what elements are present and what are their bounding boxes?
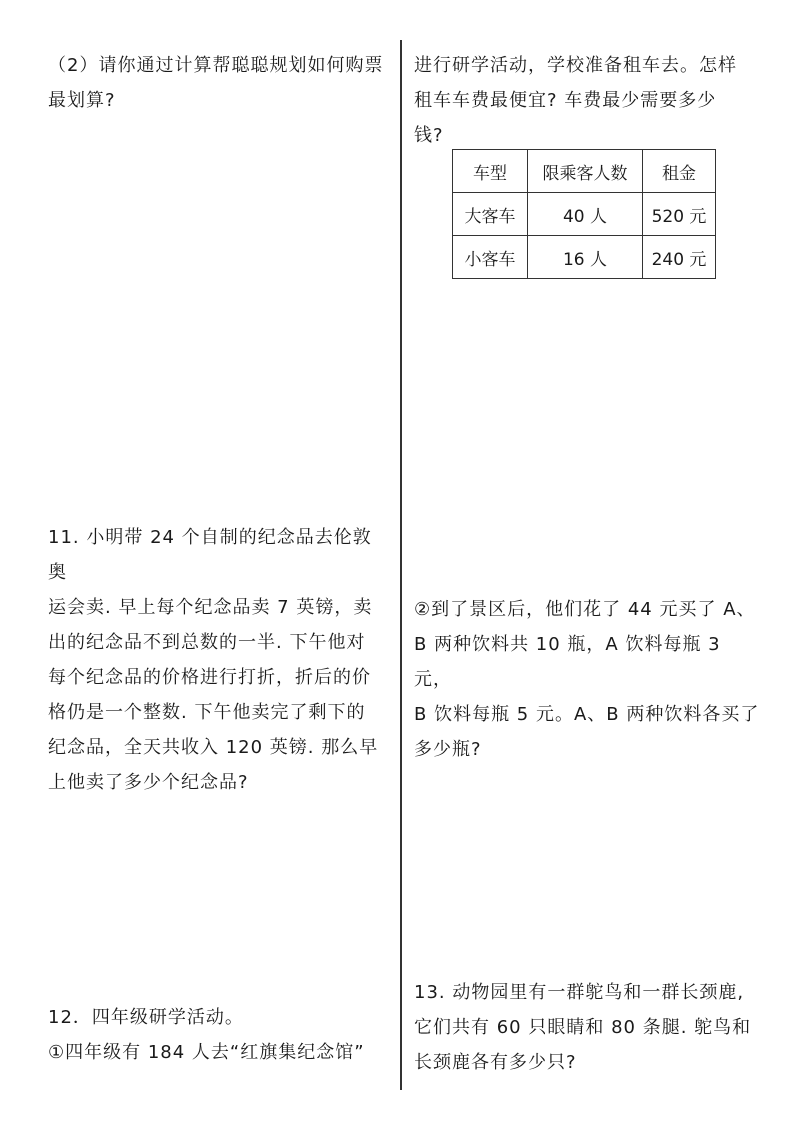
table-cell: 小客车: [453, 236, 528, 279]
question-12-title: 12．四年级研学活动。: [48, 1007, 244, 1028]
table-cell: 40 人: [528, 193, 643, 236]
table-header-cell: 车型: [453, 150, 528, 193]
question-10-part-2: （2）请你通过计算帮聪聪规划如何购票 最划算?: [48, 55, 384, 111]
table-header-row: [453, 150, 716, 193]
rental-fare-table: [452, 149, 716, 279]
column-divider: [400, 40, 402, 1090]
table-header-cell: 限乘客人数: [528, 150, 643, 193]
question-12-part-1-continued: 进行研学活动，学校准备租车去。怎样 租车车费最便宜? 车费最少需要多少 钱?: [414, 55, 737, 146]
table-cell: 520 元: [643, 193, 716, 236]
table-header-cell: 租金: [643, 150, 716, 193]
question-12-part-2: ②到了景区后，他们花了 44 元买了 A、 B 两种饮料共 10 瓶，A 饮料每瓶 3 元， B 饮料每瓶 5 元。A、B 两种饮料各买了 多少瓶?: [414, 599, 760, 760]
table-row: [453, 193, 716, 236]
question-11: 11. 小明带 24 个自制的纪念品去伦敦奥 运会卖. 早上每个纪念品卖 7 英镑，卖 出的纪念品不到总数的一半. 下午他对 每个纪念品的价格进行打折，折后的价 格仍是一个整数. 下午他卖完了剩下的 纪念品，全天共收入 120 英镑. 那么早 上他卖了多少个纪念品?: [48, 527, 379, 793]
question-13: 13. 动物园里有一群鸵鸟和一群长颈鹿, 它们共有 60 只眼睛和 80 条腿. 鸵鸟和 长颈鹿各有多少只?: [414, 982, 752, 1073]
table-cell: 16 人: [528, 236, 643, 279]
table-row: [453, 236, 716, 279]
table-cell: 大客车: [453, 193, 528, 236]
table-cell: 240 元: [643, 236, 716, 279]
question-12-part-1-start: ①四年级有 184 人去“红旗集纪念馆”: [48, 1042, 365, 1063]
